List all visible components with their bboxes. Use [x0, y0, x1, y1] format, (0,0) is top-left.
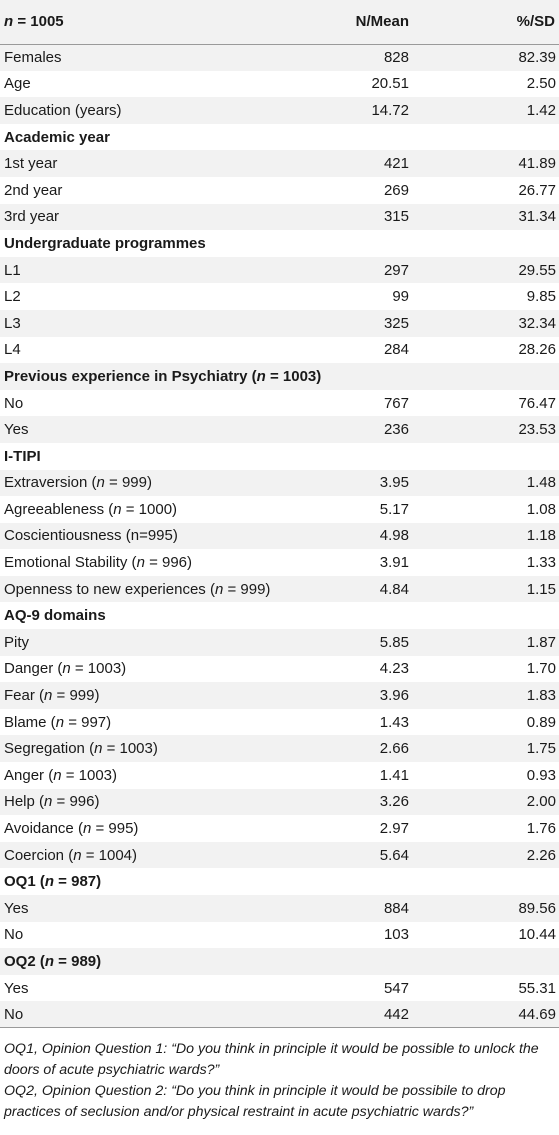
pct-sd-cell: 2.00 [526, 793, 556, 811]
pct-sd-cell: 82.39 [518, 49, 556, 67]
n-mean-cell: 4.98 [379, 527, 409, 545]
pct-sd-cell: 41.89 [518, 155, 556, 173]
pct-sd-cell: 9.85 [526, 288, 556, 306]
table-row [0, 922, 559, 949]
pct-sd-cell: 44.69 [440, 1001, 559, 1028]
table-row [0, 416, 559, 443]
table-row [0, 842, 559, 869]
n-mean-cell: 421 [383, 155, 409, 173]
section-header-row [0, 602, 559, 629]
n-mean-cell: 284 [383, 341, 409, 359]
pct-sd-cell: 1.76 [526, 820, 556, 838]
n-mean-cell: 236 [383, 421, 409, 439]
row-label: Females [4, 49, 62, 67]
table-row [0, 709, 559, 736]
section-header-row [0, 363, 559, 390]
row-label: L3 [4, 314, 21, 332]
table-row [0, 204, 559, 231]
n-mean-cell: 269 [383, 181, 409, 199]
row-label: Pity [4, 633, 30, 651]
n-mean-cell [320, 443, 440, 470]
n-mean-cell: 884 [383, 899, 409, 917]
n-mean-cell: 297 [383, 261, 409, 279]
n-mean-cell [320, 363, 440, 390]
n-mean-cell: 99 [392, 288, 409, 306]
pct-sd-cell [440, 124, 559, 151]
row-label: L4 [4, 341, 21, 359]
row-label: 3rd year [4, 208, 60, 226]
table-row [0, 496, 559, 523]
n-mean-cell: 767 [383, 394, 409, 412]
row-label: OQ2 (n = 989) [4, 952, 102, 970]
pct-sd-cell: 29.55 [518, 261, 556, 279]
row-label: L2 [4, 288, 21, 306]
n-mean-cell: 4.84 [379, 580, 409, 598]
pct-sd-cell: 1.83 [526, 687, 556, 705]
row-label: Fear (n = 999) [4, 687, 100, 705]
table-row [0, 71, 559, 98]
n-mean-cell: 325 [383, 314, 409, 332]
table-row [0, 150, 559, 177]
pct-sd-cell: 1.18 [526, 527, 556, 545]
table-row [0, 97, 559, 124]
n-mean-cell: 5.85 [379, 633, 409, 651]
pct-sd-cell [440, 363, 559, 390]
row-label: Avoidance (n = 995) [4, 820, 139, 838]
row-label: AQ-9 domains [4, 607, 106, 625]
n-mean-cell: 5.64 [379, 846, 409, 864]
row-label: Previous experience in Psychiatry (n = 1003) [4, 367, 322, 385]
table-row [0, 390, 559, 417]
table-body [0, 44, 559, 1028]
row-label: Anger (n = 1003) [4, 766, 118, 784]
table-row [0, 789, 559, 816]
row-label: Yes [4, 899, 29, 917]
n-mean-cell [320, 124, 440, 151]
pct-sd-cell: 23.53 [518, 421, 556, 439]
n-mean-cell: 828 [383, 49, 409, 67]
row-label: Help (n = 996) [4, 793, 100, 811]
table-footnotes [0, 1028, 559, 1123]
row-label: Yes [4, 421, 29, 439]
section-header-row [0, 443, 559, 470]
pct-sd-cell [440, 948, 559, 975]
pct-sd-cell: 76.47 [518, 394, 556, 412]
table-row [0, 549, 559, 576]
pct-sd-cell: 1.15 [526, 580, 556, 598]
row-label: Coscientiousness (n=995) [4, 527, 178, 545]
footnote-oq2: OQ2, Opinion Question 2: “Do you think in principle it would be possibile to drop practices of seclusion and/or physical restraint in acute psychiatric wards?” [4, 1083, 506, 1121]
pct-sd-cell [440, 602, 559, 629]
n-mean-cell [320, 948, 440, 975]
row-label: Academic year [4, 128, 110, 146]
pct-sd-header: %/SD [440, 0, 559, 44]
n-mean-cell: 103 [383, 926, 409, 944]
table-row [0, 470, 559, 497]
section-header-row [0, 948, 559, 975]
table-row [0, 337, 559, 364]
row-label: No [4, 926, 24, 944]
row-label: Coercion (n = 1004) [4, 846, 138, 864]
table-row [0, 310, 559, 337]
row-label: OQ1 (n = 987) [4, 873, 102, 891]
section-header-row [0, 230, 559, 257]
pct-sd-cell: 1.33 [526, 554, 556, 572]
pct-sd-cell: 28.26 [518, 341, 556, 359]
n-mean-cell: 4.23 [379, 660, 409, 678]
n-mean-cell: 442 [320, 1001, 440, 1028]
n-mean-cell [320, 230, 440, 257]
table-row [0, 177, 559, 204]
row-label: Undergraduate programmes [4, 234, 206, 252]
sample-size-header: n = 1005 [0, 0, 320, 44]
row-label: Yes [4, 979, 29, 997]
n-mean-cell: 3.26 [379, 793, 409, 811]
row-label: L1 [4, 261, 21, 279]
pct-sd-cell: 10.44 [518, 926, 556, 944]
pct-sd-cell: 2.50 [526, 75, 556, 93]
table-row [0, 895, 559, 922]
row-label: Danger (n = 1003) [4, 660, 127, 678]
n-mean-cell: 1.41 [379, 766, 409, 784]
n-mean-cell: 3.95 [379, 474, 409, 492]
section-header-row [0, 868, 559, 895]
pct-sd-cell: 32.34 [518, 314, 556, 332]
table-row [0, 735, 559, 762]
row-label: I-TIPI [4, 447, 41, 465]
pct-sd-cell: 2.26 [526, 846, 556, 864]
row-label: Openness to new experiences (n = 999) [4, 580, 271, 598]
n-mean-cell: 315 [383, 208, 409, 226]
n-mean-cell: 3.96 [379, 687, 409, 705]
pct-sd-cell: 0.93 [526, 766, 556, 784]
table-row [0, 762, 559, 789]
row-label: Education (years) [4, 101, 122, 119]
n-mean-cell: 547 [383, 979, 409, 997]
table-row [0, 44, 559, 71]
table-header-row [0, 0, 559, 44]
row-label: Blame (n = 997) [4, 713, 112, 731]
n-mean-cell: 2.66 [379, 740, 409, 758]
pct-sd-cell: 1.42 [526, 101, 556, 119]
section-header-row [0, 124, 559, 151]
row-label: Extraversion (n = 999) [4, 474, 152, 492]
table-row [0, 682, 559, 709]
n-mean-cell [320, 602, 440, 629]
n-mean-cell: 20.51 [371, 75, 409, 93]
row-label: 2nd year [4, 181, 63, 199]
pct-sd-cell: 0.89 [526, 713, 556, 731]
row-label: Emotional Stability (n = 996) [4, 554, 193, 572]
pct-sd-cell: 1.08 [526, 500, 556, 518]
table-row [0, 576, 559, 603]
table-row [0, 283, 559, 310]
table-row [0, 629, 559, 656]
n-mean-cell [320, 868, 440, 895]
row-label: 1st year [4, 155, 58, 173]
pct-sd-cell: 1.87 [526, 633, 556, 651]
row-label: Agreeableness (n = 1000) [4, 500, 178, 518]
row-label: No [0, 1001, 320, 1028]
table-row [0, 656, 559, 683]
table-row [0, 257, 559, 284]
table-row [0, 523, 559, 550]
pct-sd-cell: 1.70 [526, 660, 556, 678]
pct-sd-cell: 55.31 [518, 979, 556, 997]
row-label: No [4, 394, 24, 412]
pct-sd-cell [440, 230, 559, 257]
pct-sd-cell: 1.75 [526, 740, 556, 758]
n-mean-cell: 14.72 [371, 101, 409, 119]
n-mean-cell: 2.97 [379, 820, 409, 838]
pct-sd-cell: 31.34 [518, 208, 556, 226]
n-mean-cell: 3.91 [379, 554, 409, 572]
pct-sd-cell [440, 868, 559, 895]
n-mean-cell: 1.43 [379, 713, 409, 731]
n-mean-cell: 5.17 [379, 500, 409, 518]
pct-sd-cell: 89.56 [518, 899, 556, 917]
n-mean-header: N/Mean [320, 0, 440, 44]
row-label: Segregation (n = 1003) [4, 740, 158, 758]
pct-sd-cell [440, 443, 559, 470]
table-row [0, 975, 559, 1002]
pct-sd-cell: 26.77 [518, 181, 556, 199]
pct-sd-cell: 1.48 [526, 474, 556, 492]
footnote-oq1: OQ1, Opinion Question 1: “Do you think in principle it would be possible to unlock the doors of acute psychiatric wards?” [4, 1041, 539, 1079]
table-row [0, 1001, 559, 1028]
table-row [0, 815, 559, 842]
row-label: Age [4, 75, 31, 93]
